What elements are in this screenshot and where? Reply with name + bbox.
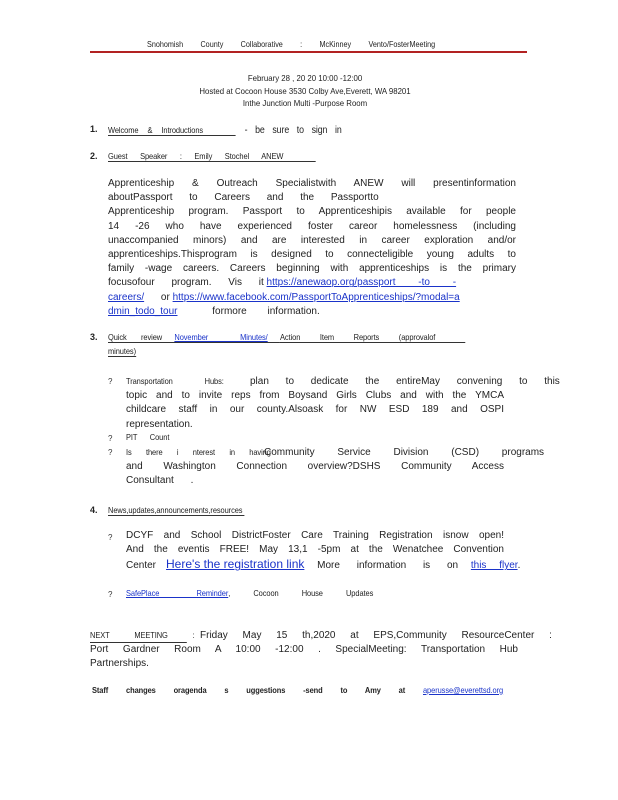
para-line: 14 -26 who have experienced foster careor homelessness (including — [108, 220, 516, 232]
safeplace-reminder-link[interactable]: SafePlace Reminder — [126, 588, 229, 598]
section-3-line — [108, 332, 465, 343]
para-text: Community Service Division (CSD) programs — [264, 447, 545, 458]
section-3-line-2 — [108, 346, 136, 357]
para-line — [108, 305, 516, 319]
para-text: More information is on — [317, 560, 459, 572]
meeting-date: February 28 , 20 20 10:00 -12:00 — [247, 73, 363, 83]
para-line: representation. — [126, 418, 193, 430]
para-line: aboutPassport to Careers and the Passportto — [108, 192, 379, 204]
section-4-number: 4. — [90, 505, 98, 515]
passport-link[interactable]: https://anewaop.org/passport -to - — [266, 277, 457, 289]
passport-link-cont[interactable]: careers/ — [108, 291, 145, 303]
safeplace-item — [126, 588, 373, 598]
next-meeting — [90, 628, 552, 672]
bullet-icon: ? — [108, 434, 113, 443]
bullet-icon: ? — [108, 448, 113, 457]
next-meeting-line-1: Friday May 15 th,2020 at EPS,Community ResourceCenter : — [200, 630, 552, 641]
section-1-number: 1. — [90, 124, 98, 134]
next-meeting-line-2: Port Gardner Room A 10:00 -12:00 . SpecialMeeting: Transportation Hub — [90, 644, 518, 656]
dcyf-training-item — [126, 529, 521, 574]
para-text: . — [517, 560, 521, 572]
para-line — [126, 557, 521, 573]
para-line: Apprenticeship program. Passport to Apprenticeshipis available for people — [108, 206, 516, 218]
para-line: DCYF and School DistrictFoster Care Training Registration isnow open! — [126, 530, 504, 541]
flyer-link[interactable]: this flyer — [470, 560, 518, 572]
para-line — [126, 374, 560, 389]
bullet-icon: ? — [108, 377, 113, 386]
section-4-title: News,updates,announcements,resources — [108, 505, 243, 515]
section-1-rest: - be sure to sign in — [244, 125, 342, 136]
section-3-title-b: Action Item Reports (approvalof — [280, 332, 465, 343]
csd-item — [126, 445, 545, 489]
section-1-line — [108, 124, 342, 138]
bullet-icon: ? — [108, 533, 113, 542]
section-3-title-c: minutes) — [108, 346, 136, 356]
section-2-line — [108, 151, 316, 162]
para-line — [108, 291, 516, 305]
section-2-paragraph — [108, 177, 516, 319]
para-line: childcare staff in our county.Alsoask for NW ESD 189 and OSPI — [126, 404, 504, 416]
transportation-title: Transportation Hubs: — [126, 376, 224, 386]
section-4-line — [108, 505, 244, 516]
para-line — [90, 628, 552, 643]
registration-link[interactable]: Here's the registration link — [166, 557, 305, 572]
csd-title: Is there i nterest in having — [126, 447, 271, 457]
transportation-hubs-item — [126, 374, 560, 432]
next-meeting-line-3: Partnerships. — [90, 658, 149, 670]
next-meeting-label: NEXT MEETING : — [90, 628, 187, 643]
section-3-title-a: Quick review — [108, 332, 174, 343]
para-text: formore information. — [212, 305, 320, 317]
november-minutes-link[interactable]: November Minutes/ — [174, 332, 280, 343]
para-line: unaccompanied minors) and are interested in career exploration and/or — [108, 234, 516, 246]
para-line — [126, 445, 545, 460]
para-text: focusofour program. Vis it — [108, 277, 264, 289]
para-line: And the eventis FREE! May 13,1 -5pm at the Wenatchee Convention — [126, 544, 504, 556]
para-text: Center — [126, 560, 157, 572]
meeting-location: Hosted at Cocoon House 3530 Colby Ave,Everett, WA 98201 — [199, 86, 411, 96]
safeplace-rest: , Cocoon House Updates — [228, 588, 374, 598]
para-text: plan to dedicate the entireMay convening to this — [250, 376, 560, 387]
para-line: apprenticeships.Thisprogram is designed to connecteligible young adults to — [108, 249, 516, 261]
facebook-link[interactable]: https://www.facebook.com/PassportToApprenticeships/?modal=a — [172, 291, 460, 303]
para-line: topic and to invite reps from Boysand Girls Clubs and with the YMCA — [126, 390, 504, 402]
para-line — [108, 276, 516, 290]
section-2-number: 2. — [90, 151, 98, 161]
section-3-number: 3. — [90, 332, 98, 342]
bullet-icon: ? — [108, 590, 113, 599]
para-line: Consultant . — [126, 475, 194, 487]
facebook-link-cont[interactable]: dmin_todo_tour — [108, 305, 178, 317]
or-text: or — [160, 291, 170, 303]
staff-changes-text: Staff changes oragenda s uggestions -send to Amy at — [92, 685, 406, 695]
para-line: Apprenticeship & Outreach Specialistwith ANEW will presentinformation — [108, 178, 516, 189]
para-line: family -wage careers. Careers beginning with apprenticeships is the primary — [108, 263, 516, 275]
section-2-title: Guest Speaker : Emily Stochel ANEW — [108, 151, 316, 162]
para-line: and Washington Connection overview?DSHS Community Access — [126, 461, 504, 473]
header-divider — [90, 51, 527, 53]
meeting-room: Inthe Junction Multi -Purpose Room — [242, 98, 368, 108]
pit-count-item: PIT Count — [126, 432, 170, 442]
staff-changes-line — [92, 685, 503, 695]
section-1-title: Welcome & Introductions — [108, 125, 236, 136]
email-link[interactable]: aperusse@everettsd.org — [422, 685, 504, 695]
header-title: Snohomish County Collaborative : McKinney Vento/FosterMeeting — [147, 39, 436, 49]
